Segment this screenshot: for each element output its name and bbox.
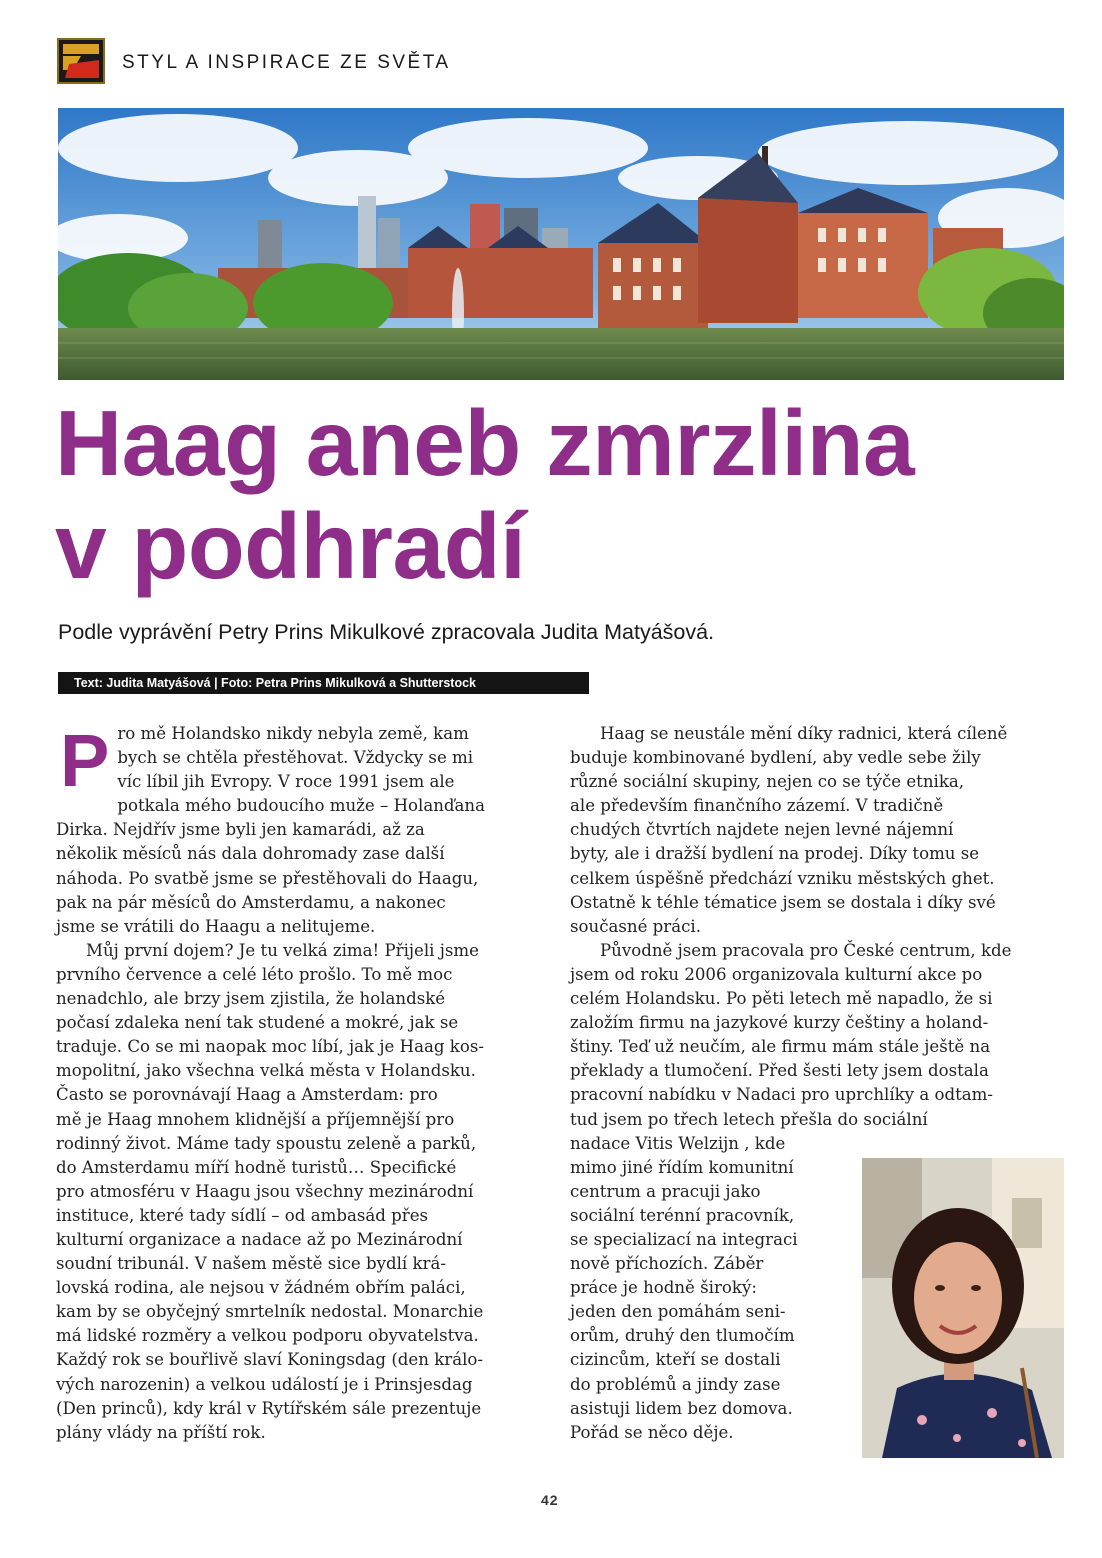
article-deck: Podle vyprávění Petry Prins Mikulkové zpracovala Judita Matyášová.: [58, 620, 715, 644]
article-headline: [55, 392, 1075, 598]
text-line: jeden den pomáhám seni-: [570, 1302, 786, 1322]
text-line: do Amsterdamu míří hodně turistů… Specifické: [56, 1157, 457, 1177]
author-portrait-photo: [862, 1158, 1064, 1458]
text-line: pracovní nabídku v Nadaci pro uprchlíky a odtam-: [570, 1085, 994, 1105]
text-line: Původně jsem pracovala pro České centrum, kde: [600, 940, 1012, 960]
text-line: založím firmu na jazykové kurzy češtiny a holand-: [570, 1013, 989, 1033]
text-line: kam by se obyčejný smrtelník nedostal. Monarchie: [56, 1302, 484, 1322]
text-line: orům, druhý den tlumočím: [570, 1326, 795, 1346]
text-line: do problémů a jindy zase: [570, 1374, 781, 1394]
text-line: rodinný život. Máme tady spoustu zeleně a parků,: [56, 1133, 477, 1153]
section-label: STYL A INSPIRACE ZE SVĚTA: [122, 52, 451, 73]
text-line: potkala mého budoucího muže – Holanďana: [117, 796, 486, 816]
text-line: má lidské rozměry a velkou podporu obyvatelstva.: [56, 1326, 479, 1346]
text-line: soudní tribunál. V našem městě sice bydlí krá-: [56, 1254, 446, 1274]
text-line: Můj první dojem? Je tu velká zima! Přijeli jsme: [86, 940, 479, 960]
text-line: mopolitní, jako všechna velká města v Holandsku.: [56, 1061, 476, 1081]
text-line: ale především finančního zázemí. V tradičně: [570, 796, 944, 816]
text-line: práce je hodně široký:: [570, 1278, 757, 1298]
article-column-1: [56, 719, 554, 1445]
text-line: centrum a pracuji jako: [570, 1181, 761, 1201]
text-line: mimo jiné řídím komunitní: [570, 1157, 794, 1177]
text-line: Každý rok se bouřlivě slaví Koningsdag (den králo-: [56, 1350, 483, 1370]
text-line: vých narozenin) a velkou událostí je i Prinsjesdag: [56, 1374, 473, 1394]
text-line: chudých čtvrtích najdete nejen levné nájemní: [570, 820, 954, 840]
text-line: cizincům, kteří se dostali: [570, 1350, 781, 1370]
magazine-logo: [57, 38, 105, 84]
headline-line-2: v podhradí: [55, 494, 526, 598]
text-line: buduje kombinované bydlení, aby vedle sebe žily: [570, 748, 981, 768]
text-line: asistuji lidem bez domova.: [570, 1398, 793, 1418]
photo-credit-bar: Text: Judita Matyášová | Foto: Petra Prins Mikulková a Shutterstock: [58, 672, 589, 694]
text-line: kulturní organizace a nadace až po Mezinárodní: [56, 1229, 463, 1249]
hero-photo-the-hague: [58, 108, 1064, 380]
text-line: jsme se vrátili do Haagu a nelitujeme.: [56, 916, 376, 936]
text-line: bych se chtěla přestěhovat. Vždycky se mi: [117, 748, 474, 768]
text-line: sociální terénní pracovník,: [570, 1205, 795, 1225]
text-line: nenadchlo, ale brzy jsem zjistila, že holandské: [56, 989, 446, 1009]
headline-line-1: Haag aneb zmrzlina: [55, 391, 915, 495]
text-line: Haag se neustále mění díky radnici, která cíleně: [600, 724, 1008, 743]
text-line: Dirka. Nejdřív jsme byli jen kamarádi, až za: [56, 820, 425, 840]
text-line: celém Holandsku. Po pěti letech mě napadlo, že si: [570, 989, 993, 1009]
text-line: traduje. Co se mi naopak moc líbí, jak je Haag kos-: [56, 1037, 484, 1057]
text-line: překlady a tlumočení. Před šesti lety jsem dostala: [570, 1061, 989, 1081]
text-line: Často se porovnávají Haag a Amsterdam: pro: [56, 1085, 438, 1105]
text-line: plány vlády na příští rok.: [56, 1422, 266, 1442]
text-line: pro atmosféru v Haagu jsou všechny mezinárodní: [56, 1181, 474, 1201]
text-line: byty, ale i dražší bydlení na prodej. Díky tomu se: [570, 844, 980, 864]
text-line: lovská rodina, ale nejsou v žádném obřím paláci,: [56, 1278, 466, 1298]
text-line: instituce, které tady sídlí – od ambasád přes: [56, 1205, 429, 1225]
page-number: 42: [541, 1492, 559, 1508]
text-line: počasí zdaleka není tak studené a mokré, jak se: [56, 1013, 459, 1033]
text-line: mě je Haag mnohem klidnější a příjemnější pro: [56, 1109, 455, 1129]
text-line: celkem úspěšně předchází vzniku městských ghet.: [570, 868, 995, 888]
text-line: Ostatně k téhle tématice jsem se dostala i díky své: [570, 892, 996, 912]
text-line: prvního července a celé léto prošlo. To mě moc: [56, 964, 453, 984]
text-line: štiny. Teď už neučím, ale firmu mám stále ještě na: [570, 1037, 991, 1057]
text-line: ro mě Holandsko nikdy nebyla země, kam: [117, 724, 469, 743]
text-line: jsem od roku 2006 organizovala kulturní akce po: [570, 964, 983, 984]
text-line: Pořád se něco děje.: [570, 1422, 734, 1442]
text-line: různé sociální skupiny, nejen co se týče etnika,: [570, 772, 965, 792]
text-line: nově příchozích. Záběr: [570, 1254, 764, 1274]
text-line: tud jsem po třech letech přešla do sociální: [570, 1109, 928, 1129]
text-line: víc líbil jih Evropy. V roce 1991 jsem ale: [117, 772, 455, 792]
text-line: nadace Vitis Welzijn , kde: [570, 1133, 786, 1153]
text-line: několik měsíců nás dala dohromady zase další: [56, 844, 445, 864]
text-line: současné práci.: [570, 916, 701, 936]
text-line: náhoda. Po svatbě jsme se přestěhovali do Haagu,: [56, 868, 479, 888]
text-line: se specializací na integraci: [570, 1229, 798, 1249]
drop-cap: P: [60, 719, 110, 802]
text-line: (Den princů), kdy král v Rytířském sále prezentuje: [56, 1398, 482, 1418]
text-line: pak na pár měsíců do Amsterdamu, a nakonec: [56, 892, 446, 912]
